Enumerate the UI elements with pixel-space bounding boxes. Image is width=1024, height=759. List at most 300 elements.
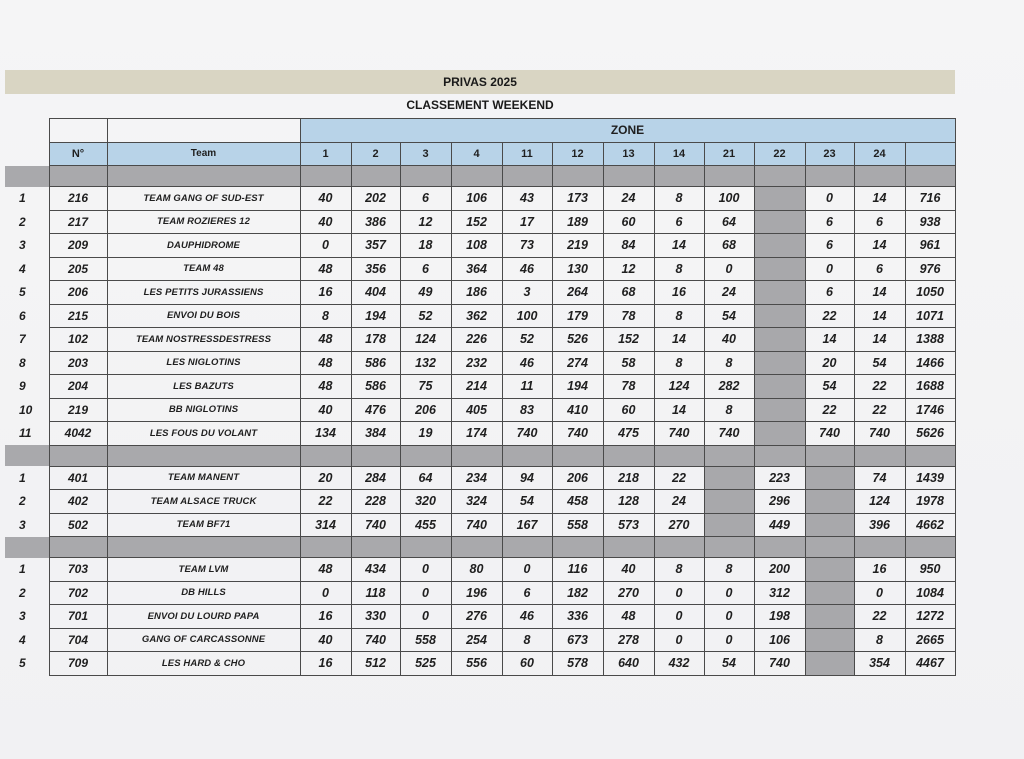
separator-cell (49, 537, 107, 558)
zone-score-cell: 0 (400, 581, 451, 605)
total-cell: 716 (905, 187, 955, 211)
zone-score-cell: 449 (754, 513, 805, 537)
zone-score-cell: 512 (351, 652, 400, 676)
zone-score-cell: 167 (502, 513, 552, 537)
separator-cell (603, 166, 654, 187)
zone-score-cell: 6 (805, 210, 854, 234)
zone-score-cell: 740 (654, 422, 704, 446)
team-name-cell: ENVOI DU LOURD PAPA (107, 605, 300, 629)
zone-score-cell: 20 (805, 351, 854, 375)
team-name-cell: LES BAZUTS (107, 375, 300, 399)
zone-score-cell: 8 (704, 398, 754, 422)
zone-score-cell: 8 (300, 304, 351, 328)
separator-cell (854, 445, 905, 466)
zone-score-cell: 740 (351, 513, 400, 537)
zone-score-cell: 200 (754, 558, 805, 582)
zone-score-cell: 74 (854, 466, 905, 490)
empty-zone-cell (754, 281, 805, 305)
zone-score-cell: 118 (351, 581, 400, 605)
separator-cell (704, 445, 754, 466)
blank-cell (5, 142, 49, 166)
zone-score-cell: 40 (603, 558, 654, 582)
separator-cell (5, 537, 49, 558)
rank-cell: 4 (19, 632, 26, 647)
zone-score-cell: 14 (805, 328, 854, 352)
zone-score-cell: 8 (854, 628, 905, 652)
zone-score-cell: 740 (704, 422, 754, 446)
zone-score-cell: 194 (552, 375, 603, 399)
zone-score-cell: 64 (400, 466, 451, 490)
header-zone-3: 3 (400, 142, 451, 166)
zone-score-cell: 68 (704, 234, 754, 258)
zone-score-cell: 16 (300, 605, 351, 629)
header-zone-13: 13 (603, 142, 654, 166)
zone-score-cell: 24 (603, 187, 654, 211)
zone-score-cell: 740 (451, 513, 502, 537)
separator-cell (107, 166, 300, 187)
separator-cell (351, 445, 400, 466)
zone-score-cell: 284 (351, 466, 400, 490)
zone-score-cell: 740 (502, 422, 552, 446)
empty-zone-cell (754, 398, 805, 422)
zone-score-cell: 206 (400, 398, 451, 422)
zone-score-cell: 6 (805, 281, 854, 305)
empty-zone-cell (754, 257, 805, 281)
table-row (5, 490, 955, 514)
team-number-cell: 709 (49, 652, 107, 676)
table-row (5, 466, 955, 490)
zone-score-cell: 16 (300, 652, 351, 676)
table-row (5, 605, 955, 629)
zone-header-row (5, 119, 955, 143)
separator-cell (754, 445, 805, 466)
zone-score-cell: 6 (502, 581, 552, 605)
zone-score-cell: 40 (300, 210, 351, 234)
team-number-cell: 203 (49, 351, 107, 375)
zone-score-cell: 48 (300, 375, 351, 399)
zone-score-cell: 54 (854, 351, 905, 375)
zone-score-cell: 14 (854, 328, 905, 352)
empty-zone-cell (754, 187, 805, 211)
zone-score-cell: 458 (552, 490, 603, 514)
zone-score-cell: 558 (552, 513, 603, 537)
zone-score-cell: 24 (704, 281, 754, 305)
header-total (905, 142, 955, 166)
team-number-cell: 702 (49, 581, 107, 605)
separator-cell (754, 166, 805, 187)
zone-score-cell: 128 (603, 490, 654, 514)
separator-cell (502, 445, 552, 466)
zone-score-cell: 75 (400, 375, 451, 399)
separator-cell (552, 445, 603, 466)
zone-score-cell: 214 (451, 375, 502, 399)
zone-score-cell: 556 (451, 652, 502, 676)
zone-score-cell: 100 (502, 304, 552, 328)
zone-score-cell: 43 (502, 187, 552, 211)
empty-zone-cell (805, 558, 854, 582)
zone-score-cell: 396 (854, 513, 905, 537)
zone-score-cell: 78 (603, 304, 654, 328)
zone-score-cell: 54 (704, 304, 754, 328)
zone-score-cell: 48 (300, 351, 351, 375)
empty-zone-cell (805, 581, 854, 605)
table-row (5, 234, 955, 258)
zone-score-cell: 274 (552, 351, 603, 375)
zone-score-cell: 48 (300, 558, 351, 582)
team-number-cell: 502 (49, 513, 107, 537)
zone-score-cell: 410 (552, 398, 603, 422)
team-number-cell: 205 (49, 257, 107, 281)
zone-score-cell: 0 (300, 234, 351, 258)
team-number-cell: 215 (49, 304, 107, 328)
zone-score-cell: 324 (451, 490, 502, 514)
team-number-cell: 206 (49, 281, 107, 305)
team-number-cell: 219 (49, 398, 107, 422)
zone-score-cell: 16 (654, 281, 704, 305)
table-row (5, 628, 955, 652)
separator-cell (704, 537, 754, 558)
empty-zone-cell (805, 513, 854, 537)
zone-score-cell: 16 (854, 558, 905, 582)
zone-score-cell: 108 (451, 234, 502, 258)
rank-cell: 1 (19, 470, 26, 485)
team-name-cell: TEAM ALSACE TRUCK (107, 490, 300, 514)
zone-score-cell: 6 (854, 257, 905, 281)
total-cell: 1084 (905, 581, 955, 605)
table-row (5, 652, 955, 676)
header-zone-11: 11 (502, 142, 552, 166)
zone-score-cell: 20 (300, 466, 351, 490)
zone-score-cell: 6 (654, 210, 704, 234)
zone-score-cell: 22 (854, 375, 905, 399)
zone-score-cell: 3 (502, 281, 552, 305)
separator-cell (351, 166, 400, 187)
zone-score-cell: 14 (854, 281, 905, 305)
header-zone-24: 24 (854, 142, 905, 166)
zone-score-cell: 226 (451, 328, 502, 352)
total-cell: 5626 (905, 422, 955, 446)
zone-score-cell: 740 (552, 422, 603, 446)
zone-score-cell: 14 (854, 234, 905, 258)
header-zone-4: 4 (451, 142, 502, 166)
zone-score-cell: 14 (654, 398, 704, 422)
separator-cell (451, 445, 502, 466)
separator-cell (603, 445, 654, 466)
separator-cell (805, 166, 854, 187)
empty-zone-cell (805, 605, 854, 629)
zone-score-cell: 640 (603, 652, 654, 676)
zone-score-cell: 178 (351, 328, 400, 352)
rank-cell: 9 (19, 379, 26, 394)
separator-cell (451, 166, 502, 187)
total-cell: 950 (905, 558, 955, 582)
zone-score-cell: 312 (754, 581, 805, 605)
total-cell: 4662 (905, 513, 955, 537)
table-row (5, 304, 955, 328)
zone-label: ZONE (300, 119, 955, 143)
rank-cell: 2 (19, 494, 26, 509)
zone-score-cell: 124 (400, 328, 451, 352)
zone-score-cell: 364 (451, 257, 502, 281)
zone-score-cell: 0 (704, 628, 754, 652)
zone-score-cell: 8 (654, 351, 704, 375)
header-team: Team (107, 142, 300, 166)
table-row (5, 210, 955, 234)
separator-cell (451, 537, 502, 558)
header-zone-23: 23 (805, 142, 854, 166)
zone-score-cell: 179 (552, 304, 603, 328)
zone-score-cell: 22 (854, 605, 905, 629)
zone-score-cell: 48 (603, 605, 654, 629)
zone-score-cell: 14 (854, 304, 905, 328)
zone-score-cell: 362 (451, 304, 502, 328)
empty-zone-cell (704, 466, 754, 490)
zone-score-cell: 254 (451, 628, 502, 652)
zone-score-cell: 6 (400, 187, 451, 211)
zone-score-cell: 219 (552, 234, 603, 258)
blank-cell (107, 119, 300, 143)
zone-score-cell: 278 (603, 628, 654, 652)
zone-score-cell: 48 (300, 257, 351, 281)
zone-score-cell: 0 (854, 581, 905, 605)
zone-score-cell: 6 (400, 257, 451, 281)
team-number-cell: 204 (49, 375, 107, 399)
separator-cell (502, 537, 552, 558)
zone-score-cell: 526 (552, 328, 603, 352)
zone-score-cell: 40 (300, 187, 351, 211)
zone-score-cell: 232 (451, 351, 502, 375)
separator-cell (552, 537, 603, 558)
rank-cell: 3 (19, 609, 26, 624)
table-row (5, 398, 955, 422)
zone-score-cell: 264 (552, 281, 603, 305)
zone-score-cell: 740 (754, 652, 805, 676)
table-row (5, 257, 955, 281)
zone-score-cell: 228 (351, 490, 400, 514)
header-zone-21: 21 (704, 142, 754, 166)
table-row (5, 422, 955, 446)
zone-score-cell: 14 (654, 328, 704, 352)
zone-score-cell: 132 (400, 351, 451, 375)
zone-score-cell: 54 (704, 652, 754, 676)
zone-score-cell: 80 (451, 558, 502, 582)
zone-score-cell: 100 (704, 187, 754, 211)
zone-score-cell: 54 (805, 375, 854, 399)
team-name-cell: TEAM BF71 (107, 513, 300, 537)
zone-score-cell: 19 (400, 422, 451, 446)
rank-cell: 5 (19, 285, 26, 300)
group-separator (5, 537, 955, 558)
team-number-cell: 4042 (49, 422, 107, 446)
zone-score-cell: 320 (400, 490, 451, 514)
zone-score-cell: 314 (300, 513, 351, 537)
separator-cell (654, 445, 704, 466)
team-name-cell: DAUPHIDROME (107, 234, 300, 258)
separator-cell (754, 537, 805, 558)
empty-zone-cell (754, 328, 805, 352)
zone-score-cell: 234 (451, 466, 502, 490)
zone-score-cell: 8 (654, 558, 704, 582)
zone-score-cell: 0 (704, 581, 754, 605)
team-number-cell: 704 (49, 628, 107, 652)
team-name-cell: LES PETITS JURASSIENS (107, 281, 300, 305)
table-row (5, 375, 955, 399)
zone-score-cell: 432 (654, 652, 704, 676)
separator-cell (654, 537, 704, 558)
zone-score-cell: 60 (603, 210, 654, 234)
team-name-cell: BB NIGLOTINS (107, 398, 300, 422)
table-row (5, 328, 955, 352)
zone-score-cell: 218 (603, 466, 654, 490)
zone-score-cell: 357 (351, 234, 400, 258)
zone-score-cell: 740 (351, 628, 400, 652)
team-number-cell: 401 (49, 466, 107, 490)
zone-score-cell: 476 (351, 398, 400, 422)
zone-score-cell: 573 (603, 513, 654, 537)
zone-score-cell: 46 (502, 351, 552, 375)
zone-score-cell: 0 (805, 257, 854, 281)
separator-cell (552, 166, 603, 187)
rank-cell: 4 (19, 261, 26, 276)
zone-score-cell: 673 (552, 628, 603, 652)
zone-score-cell: 22 (654, 466, 704, 490)
rank-cell: 7 (19, 332, 26, 347)
zone-score-cell: 194 (351, 304, 400, 328)
zone-score-cell: 16 (300, 281, 351, 305)
separator-cell (400, 445, 451, 466)
zone-score-cell: 14 (654, 234, 704, 258)
zone-score-cell: 17 (502, 210, 552, 234)
total-cell: 4467 (905, 652, 955, 676)
zone-score-cell: 64 (704, 210, 754, 234)
zone-score-cell: 14 (854, 187, 905, 211)
team-name-cell: TEAM GANG OF SUD-EST (107, 187, 300, 211)
empty-zone-cell (704, 490, 754, 514)
zone-score-cell: 12 (603, 257, 654, 281)
team-name-cell: DB HILLS (107, 581, 300, 605)
separator-cell (905, 537, 955, 558)
zone-score-cell: 455 (400, 513, 451, 537)
zone-score-cell: 330 (351, 605, 400, 629)
total-cell: 1272 (905, 605, 955, 629)
separator-cell (49, 445, 107, 466)
team-name-cell: TEAM ROZIERES 12 (107, 210, 300, 234)
empty-zone-cell (805, 652, 854, 676)
total-cell: 1688 (905, 375, 955, 399)
zone-score-cell: 0 (300, 581, 351, 605)
total-cell: 1746 (905, 398, 955, 422)
zone-score-cell: 106 (451, 187, 502, 211)
header-num: N° (49, 142, 107, 166)
rank-cell: 5 (19, 656, 26, 671)
zone-score-cell: 282 (704, 375, 754, 399)
zone-score-cell: 68 (603, 281, 654, 305)
zone-score-cell: 189 (552, 210, 603, 234)
zone-score-cell: 49 (400, 281, 451, 305)
team-name-cell: TEAM LVM (107, 558, 300, 582)
zone-score-cell: 8 (654, 257, 704, 281)
zone-score-cell: 46 (502, 605, 552, 629)
page-subtitle: CLASSEMENT WEEKEND (406, 98, 554, 112)
zone-score-cell: 83 (502, 398, 552, 422)
separator-cell (905, 166, 955, 187)
zone-score-cell: 6 (854, 210, 905, 234)
zone-score-cell: 0 (654, 581, 704, 605)
separator-cell (5, 445, 49, 466)
header-zone-1: 1 (300, 142, 351, 166)
zone-score-cell: 206 (552, 466, 603, 490)
zone-score-cell: 202 (351, 187, 400, 211)
rank-cell: 3 (19, 238, 26, 253)
zone-score-cell: 40 (704, 328, 754, 352)
separator-cell (300, 166, 351, 187)
empty-zone-cell (754, 375, 805, 399)
rank-cell: 6 (19, 308, 26, 323)
zone-score-cell: 0 (400, 605, 451, 629)
rank-cell: 3 (19, 517, 26, 532)
zone-score-cell: 48 (300, 328, 351, 352)
zone-score-cell: 52 (502, 328, 552, 352)
zone-score-cell: 558 (400, 628, 451, 652)
zone-score-cell: 8 (654, 304, 704, 328)
empty-zone-cell (754, 210, 805, 234)
zone-score-cell: 22 (805, 304, 854, 328)
zone-score-cell: 0 (654, 628, 704, 652)
zone-score-cell: 405 (451, 398, 502, 422)
team-name-cell: TEAM NOSTRESSDESTRESS (107, 328, 300, 352)
total-cell: 2665 (905, 628, 955, 652)
zone-score-cell: 740 (805, 422, 854, 446)
team-name-cell: LES FOUS DU VOLANT (107, 422, 300, 446)
zone-score-cell: 198 (754, 605, 805, 629)
zone-score-cell: 84 (603, 234, 654, 258)
zone-score-cell: 116 (552, 558, 603, 582)
empty-zone-cell (754, 422, 805, 446)
zone-score-cell: 586 (351, 351, 400, 375)
zone-score-cell: 296 (754, 490, 805, 514)
total-cell: 1050 (905, 281, 955, 305)
team-name-cell: GANG OF CARCASSONNE (107, 628, 300, 652)
zone-score-cell: 152 (451, 210, 502, 234)
empty-zone-cell (805, 466, 854, 490)
zone-score-cell: 223 (754, 466, 805, 490)
zone-score-cell: 0 (400, 558, 451, 582)
zone-score-cell: 60 (603, 398, 654, 422)
table-row (5, 513, 955, 537)
total-cell: 1978 (905, 490, 955, 514)
zone-score-cell: 8 (704, 351, 754, 375)
separator-cell (300, 537, 351, 558)
zone-score-cell: 270 (603, 581, 654, 605)
table-row (5, 281, 955, 305)
group-separator (5, 166, 955, 187)
zone-score-cell: 58 (603, 351, 654, 375)
zone-score-cell: 11 (502, 375, 552, 399)
zone-score-cell: 356 (351, 257, 400, 281)
separator-cell (107, 537, 300, 558)
team-name-cell: TEAM 48 (107, 257, 300, 281)
team-number-cell: 216 (49, 187, 107, 211)
zone-score-cell: 22 (300, 490, 351, 514)
empty-zone-cell (754, 234, 805, 258)
zone-score-cell: 0 (654, 605, 704, 629)
zone-score-cell: 124 (654, 375, 704, 399)
separator-cell (854, 537, 905, 558)
zone-score-cell: 586 (351, 375, 400, 399)
zone-score-cell: 0 (805, 187, 854, 211)
zone-score-cell: 182 (552, 581, 603, 605)
zone-score-cell: 0 (502, 558, 552, 582)
